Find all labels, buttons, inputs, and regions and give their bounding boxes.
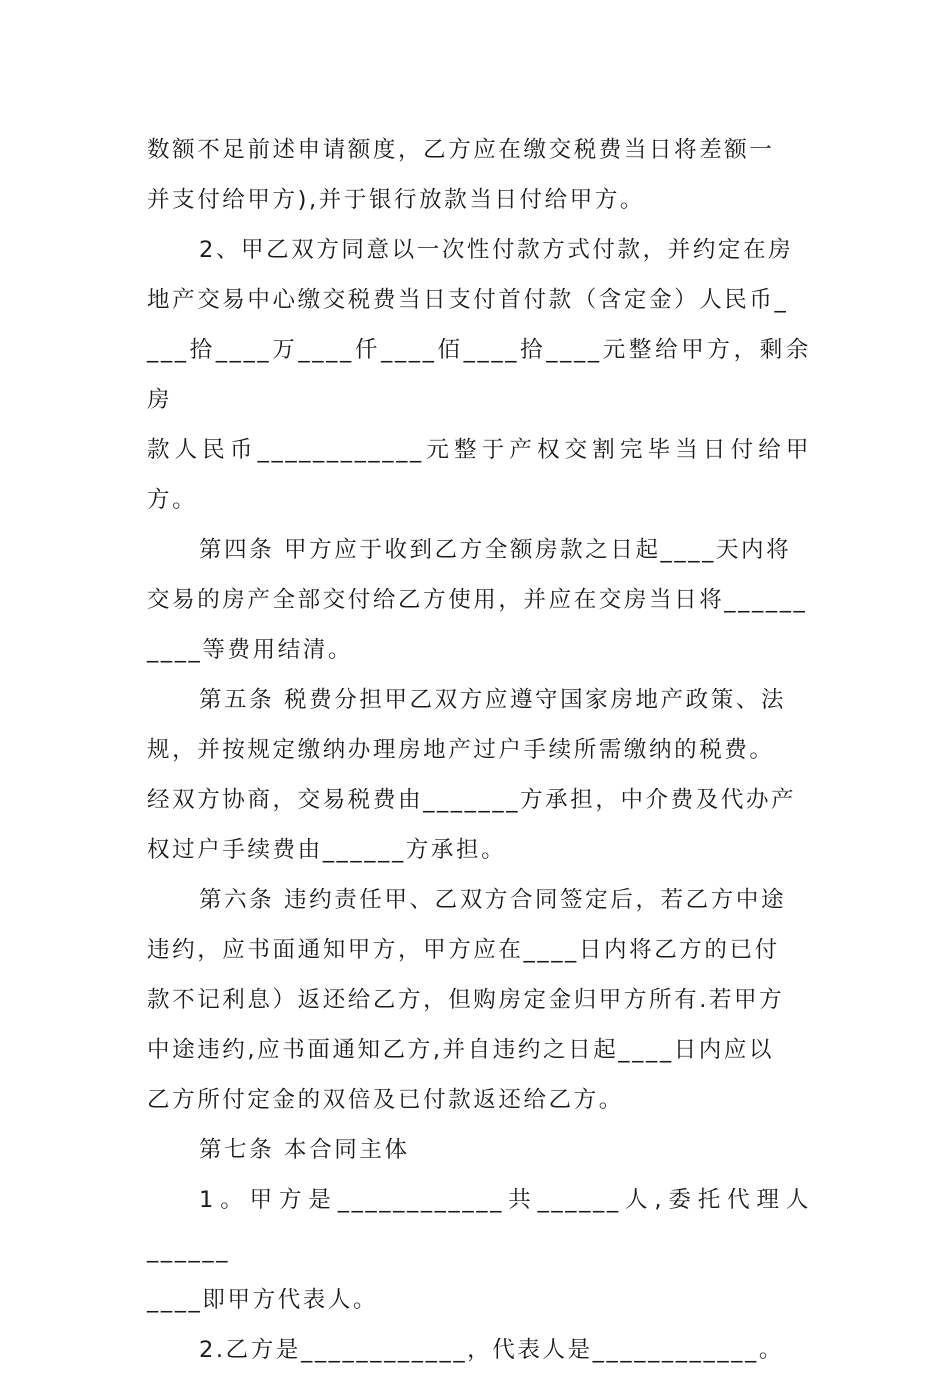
paragraph-payment-balance — [147, 125, 811, 225]
text-line: 款人民币____________元整于产权交割完毕当日付给甲方。 — [147, 437, 811, 513]
text-line: 乙方所付定金的双倍及已付款返还给乙方。 — [147, 1087, 624, 1113]
text-line: ____即甲方代表人。 — [147, 1287, 379, 1313]
article-7-heading — [147, 1125, 811, 1175]
text-line: 数额不足前述申请额度，乙方应在缴交税费当日将差额一 — [147, 137, 775, 163]
party-b-clause — [147, 1325, 811, 1375]
party-a-clause — [147, 1175, 811, 1325]
text-line: 1。甲方是____________共______人,委托代理人______ — [147, 1187, 811, 1263]
contract-text — [147, 125, 811, 1375]
text-line: ___拾____万____仟____佰____拾____元整给甲方，剩余房 — [147, 337, 811, 413]
text-line: 第四条 甲方应于收到乙方全额房款之日起____天内将 — [199, 537, 792, 563]
text-line: 地产交易中心缴交税费当日支付首付款（含定金）人民币_ — [147, 287, 789, 313]
text-line: 2.乙方是____________，代表人是____________。 — [199, 1337, 784, 1363]
text-line: 违约，应书面通知甲方，甲方应在____日内将乙方的已付 — [147, 937, 780, 963]
text-line: 经双方协商，交易税费由_______方承担，中介费及代办产 — [147, 787, 797, 813]
paragraph-lump-sum-payment — [147, 225, 811, 525]
text-line: 第五条 税费分担甲乙双方应遵守国家房地产政策、法 — [199, 687, 787, 713]
text-line: 交易的房产全部交付给乙方使用，并应在交房当日将______ — [147, 587, 808, 613]
article-4-handover — [147, 525, 811, 675]
text-line: 款不记利息）返还给乙方，但购房定金归甲方所有.若甲方 — [147, 987, 785, 1013]
text-line: 规，并按规定缴纳办理房地产过户手续所需缴纳的税费。 — [147, 737, 775, 763]
text-line: 中途违约,应书面通知乙方,并自违约之日起____日内应以 — [147, 1037, 775, 1063]
text-line: 第六条 违约责任甲、乙双方合同签定后，若乙方中途 — [199, 887, 787, 913]
text-line: 权过户手续费由______方承担。 — [147, 837, 507, 863]
text-line: ____等费用结清。 — [147, 637, 354, 663]
text-line: 并支付给甲方),并于银行放款当日付给甲方。 — [147, 187, 646, 213]
article-5-tax-sharing — [147, 675, 811, 875]
text-line: 第七条 本合同主体 — [199, 1137, 410, 1163]
text-line: 2、甲乙双方同意以一次性付款方式付款，并约定在房 — [199, 237, 794, 263]
article-6-breach-liability — [147, 875, 811, 1125]
